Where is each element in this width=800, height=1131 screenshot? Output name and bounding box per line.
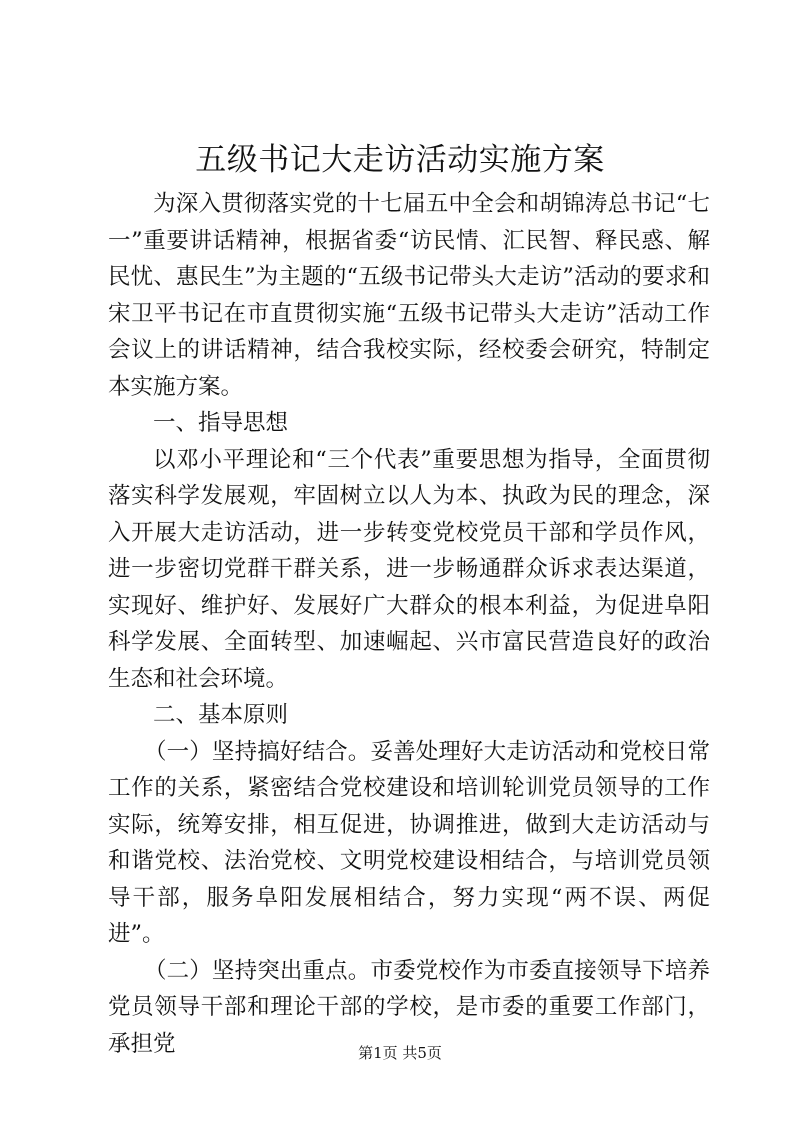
- document-body: [108, 186, 710, 1062]
- paragraph-intro: 为深入贯彻落实党的十七届五中全会和胡锦涛总书记“七一”重要讲话精神，根据省委“访民情、汇民智、释民惑、解民忧、惠民生”为主题的“五级书记带头大走访”活动的要求和宋卫平书记在市直贯彻实施“五级书记带头大走访”活动工作会议上的讲话精神，结合我校实际，经校委会研究，特制定本实施方案。: [108, 191, 710, 400]
- paragraph-principle-2: （二）坚持突出重点。市委党校作为市委直接领导下培养党员领导干部和理论干部的学校，是市委的重要工作部门，承担党: [108, 957, 710, 1057]
- heading-guiding-ideology: 一、指导思想: [153, 410, 289, 436]
- paragraph-principle-1: （一）坚持搞好结合。妥善处理好大走访活动和党校日常工作的关系，紧密结合党校建设和培训轮训党员领导的工作实际，统筹安排，相互促进，协调推进，做到大走访活动与和谐党校、法治党校、文明党校建设相结合，与培训党员领导干部，服务阜阳发展相结合，努力实现“两不误、两促进”。: [108, 738, 710, 947]
- paragraph-guiding-ideology: 以邓小平理论和“三个代表”重要思想为指导，全面贯彻落实科学发展观，牢固树立以人为本、执政为民的理念，深入开展大走访活动，进一步转变党校党员干部和学员作风，进一步密切党群干群关系，进一步畅通群众诉求表达渠道，实现好、维护好、发展好广大群众的根本利益，为促进阜阳科学发展、全面转型、加速崛起、兴市富民营造良好的政治生态和社会环境。: [108, 446, 710, 692]
- page-number-footer: 第1页 共5页: [358, 1044, 442, 1062]
- document-title: 五级书记大走访活动实施方案: [195, 142, 605, 178]
- heading-basic-principles: 二、基本原则: [153, 702, 289, 728]
